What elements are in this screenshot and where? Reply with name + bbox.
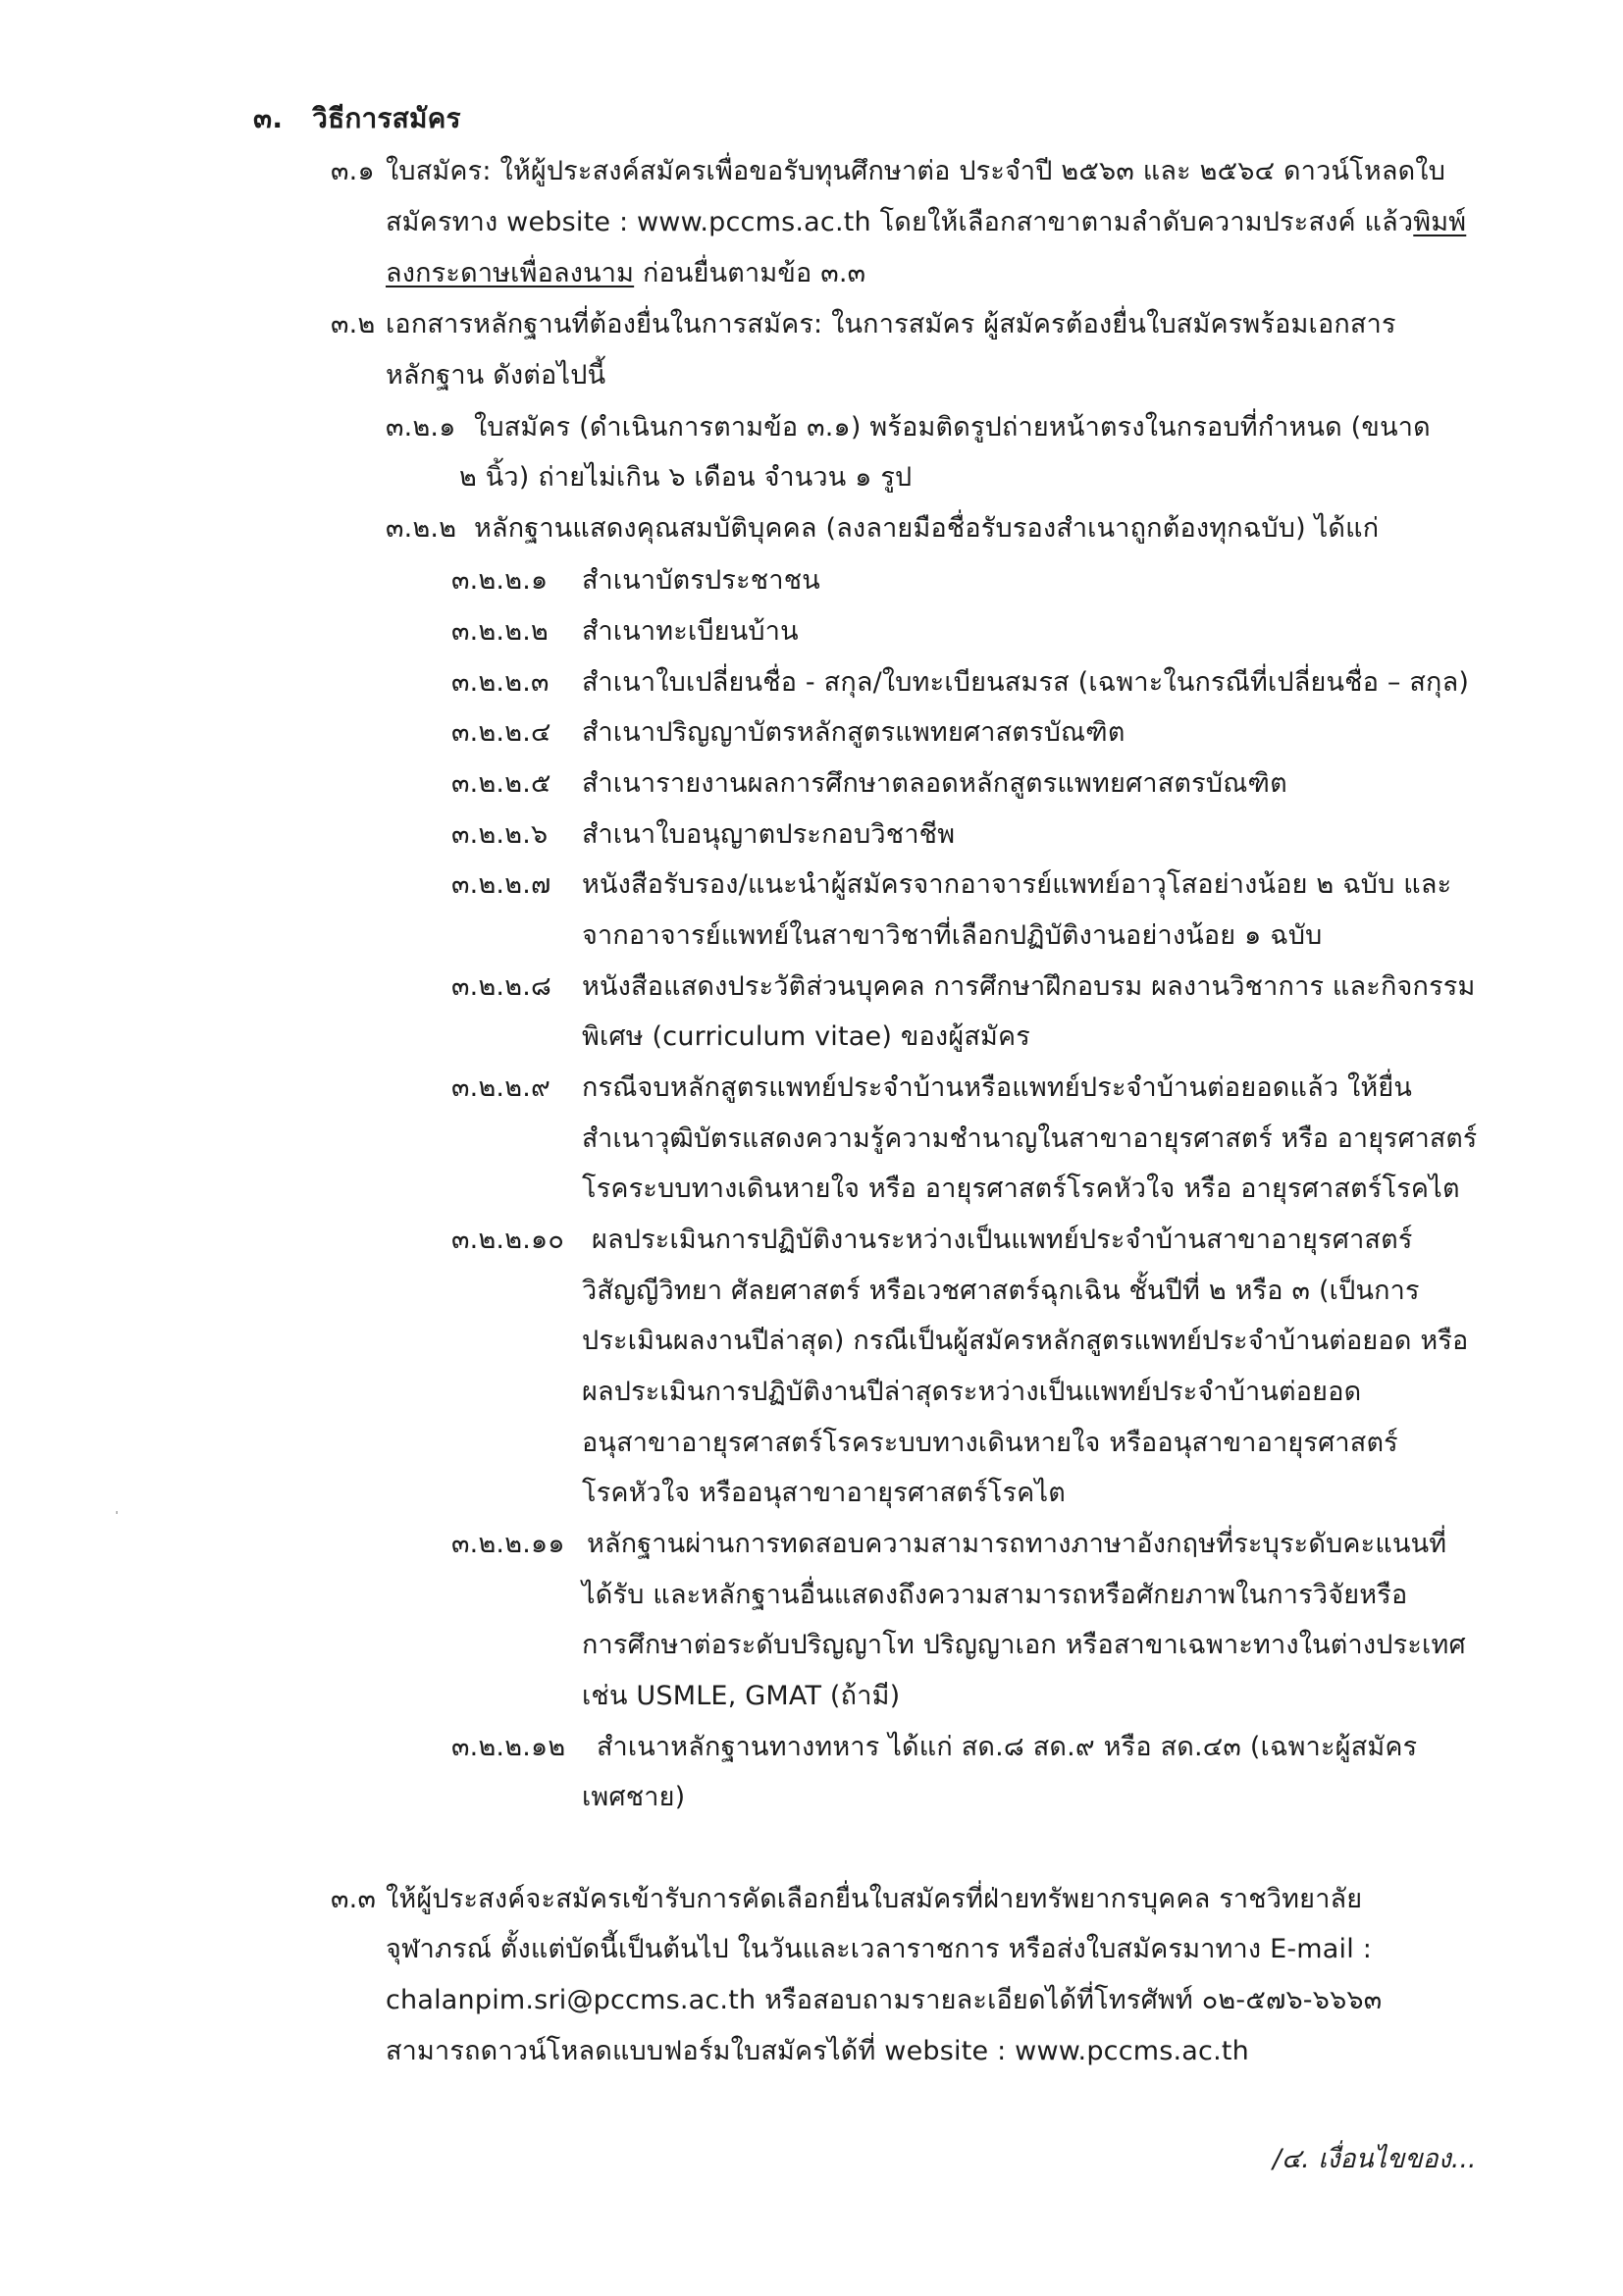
item-line: สำเนาหลักฐานทางทหาร ได้แก่ สด.๘ สด.๙ หรือ สด.๔๓ (เฉพาะผู้สมัคร — [597, 1732, 1418, 1762]
item-line: ได้รับ และหลักฐานอื่นแสดงถึงความสามารถหรือศักยภาพในการวิจัยหรือ — [582, 1580, 1408, 1610]
s33-line3: chalanpim.sri@pccms.ac.th หรือสอบถามรายละเอียดได้ที่โทรศัพท์ ๐๒-๕๗๖-๖๖๖๓ — [386, 1985, 1383, 2015]
item-number: ๓.๒.๒.๔ — [451, 717, 551, 748]
item-line: สำเนาใบอนุญาตประกอบวิชาชีพ — [582, 819, 956, 850]
s31-line3 — [386, 254, 865, 293]
item-line: สำเนาวุฒิบัตรแสดงความรู้ความชำนาญในสาขาอายุรศาสตร์ หรือ อายุรศาสตร์ — [582, 1123, 1478, 1154]
item-line: สำเนาปริญญาบัตรหลักสูตรแพทยศาสตรบัณฑิต — [582, 717, 1126, 748]
item-line: เช่น USMLE, GMAT (ถ้ามี) — [582, 1681, 901, 1711]
s33-number: ๓.๓ — [331, 1884, 377, 1914]
item-line: กรณีจบหลักสูตรแพทย์ประจำบ้านหรือแพทย์ประจำบ้านต่อยอดแล้ว ให้ยื่น — [582, 1072, 1413, 1103]
item-line: หนังสือรับรอง/แนะนำผู้สมัครจากอาจารย์แพทย์อาวุโสอย่างน้อย ๒ ฉบับ และ — [582, 869, 1452, 900]
s33-line1: ให้ผู้ประสงค์จะสมัครเข้ารับการคัดเลือกยื่นใบสมัครที่ฝ่ายทรัพยากรบุคคล ราชวิทยาลัย — [386, 1884, 1363, 1914]
item-number: ๓.๒.๒.๑๒ — [451, 1732, 566, 1762]
section-title: วิธีการสมัคร — [312, 102, 461, 134]
item-line: โรคหัวใจ หรืออนุสาขาอายุรศาสตร์โรคไต — [582, 1478, 1066, 1508]
item-line: อนุสาขาอายุรศาสตร์โรคระบบทางเดินหายใจ หรืออนุสาขาอายุรศาสตร์ — [582, 1428, 1398, 1458]
item-number: ๓.๒.๒.๒ — [451, 616, 549, 647]
item-number: ๓.๒.๒.๘ — [451, 971, 552, 1002]
s321-line2: ๒ นิ้ว) ถ่ายไม่เกิน ๖ เดือน จำนวน ๑ รูป — [459, 462, 913, 493]
s32-number: ๓.๒ — [331, 309, 376, 339]
item-number: ๓.๒.๒.๙ — [451, 1072, 550, 1103]
item-line: โรคระบบทางเดินหายใจ หรือ อายุรศาสตร์โรคหัวใจ หรือ อายุรศาสตร์โรคไต — [582, 1174, 1460, 1204]
s31-line3-underlined: ลงกระดาษเพื่อลงนาม — [386, 258, 635, 288]
page-continuation-footer: /๔. เงื่อนไขของ... — [1273, 2144, 1477, 2174]
item-number: ๓.๒.๒.๕ — [451, 768, 551, 799]
s31-line2 — [386, 203, 1466, 242]
section-heading — [253, 99, 461, 138]
item-line: วิสัญญีวิทยา ศัลยศาสตร์ หรือเวชศาสตร์ฉุกเฉิน ชั้นปีที่ ๒ หรือ ๓ (เป็นการ — [582, 1276, 1420, 1306]
s31-line1: ใบสมัคร: ให้ผู้ประสงค์สมัครเพื่อขอรับทุนศึกษาต่อ ประจำปี ๒๕๖๓ และ ๒๕๖๔ ดาวน์โหลดใบ — [386, 156, 1446, 186]
item-line: เพศชาย) — [582, 1782, 686, 1812]
s321-number: ๓.๒.๑ — [386, 412, 456, 443]
item-line: สำเนาทะเบียนบ้าน — [582, 616, 799, 647]
item-number: ๓.๒.๒.๓ — [451, 667, 550, 698]
item-line: สำเนารายงานผลการศึกษาตลอดหลักสูตรแพทยศาสตรบัณฑิต — [582, 768, 1287, 799]
item-line: ผลประเมินการปฏิบัติงานระหว่างเป็นแพทย์ประจำบ้านสาขาอายุรศาสตร์ — [592, 1225, 1413, 1255]
s32-line1: เอกสารหลักฐานที่ต้องยื่นในการสมัคร: ในการสมัคร ผู้สมัครต้องยื่นใบสมัครพร้อมเอกสาร — [386, 309, 1396, 339]
item-line: ประเมินผลงานปีล่าสุด) กรณีเป็นผู้สมัครหลักสูตรแพทย์ประจำบ้านต่อยอด หรือ — [582, 1326, 1469, 1356]
s33-line4: สามารถดาวน์โหลดแบบฟอร์มใบสมัครได้ที่ website : www.pccms.ac.th — [386, 2036, 1249, 2066]
s31-line2-underlined: พิมพ์ — [1413, 207, 1467, 237]
item-line: การศึกษาต่อระดับปริญญาโท ปริญญาเอก หรือสาขาเฉพาะทางในต่างประเทศ — [582, 1630, 1466, 1660]
s31-line2-text: สมัครทาง website : www.pccms.ac.th โดยให้เลือกสาขาตามลำดับความประสงค์ แล้ว — [386, 207, 1414, 237]
item-number: ๓.๒.๒.๑๐ — [451, 1225, 565, 1255]
item-line: หลักฐานผ่านการทดสอบความสามารถทางภาษาอังกฤษที่ระบุระดับคะแนนที่ — [587, 1529, 1447, 1559]
s31-number: ๓.๑ — [331, 156, 375, 186]
s32-line2: หลักฐาน ดังต่อไปนี้ — [386, 360, 606, 391]
item-number: ๓.๒.๒.๖ — [451, 819, 549, 850]
s321-line1: ใบสมัคร (ดำเนินการตามข้อ ๓.๑) พร้อมติดรูปถ่ายหน้าตรงในกรอบที่กำหนด (ขนาด — [474, 412, 1431, 443]
s322-number: ๓.๒.๒ — [386, 513, 457, 544]
item-number: ๓.๒.๒.๑๑ — [451, 1529, 565, 1559]
section-number: ๓. — [253, 102, 284, 134]
s33-line2: จุฬาภรณ์ ตั้งแต่บัดนี้เป็นต้นไป ในวันและเวลาราชการ หรือส่งใบสมัครมาทาง E-mail : — [386, 1934, 1373, 1964]
scan-speck — [116, 1511, 118, 1514]
item-line: พิเศษ (curriculum vitae) ของผู้สมัคร — [582, 1021, 1030, 1052]
item-line: ผลประเมินการปฏิบัติงานปีล่าสุดระหว่างเป็นแพทย์ประจำบ้านต่อยอด — [582, 1377, 1362, 1407]
s31-line3-text: ก่อนยื่นตามข้อ ๓.๓ — [634, 258, 866, 288]
item-number: ๓.๒.๒.๗ — [451, 869, 551, 900]
item-line: จากอาจารย์แพทย์ในสาขาวิชาที่เลือกปฏิบัติงานอย่างน้อย ๑ ฉบับ — [582, 920, 1323, 951]
item-number: ๓.๒.๒.๑ — [451, 565, 549, 596]
s322-line1: หลักฐานแสดงคุณสมบัติบุคคล (ลงลายมือชื่อรับรองสำเนาถูกต้องทุกฉบับ) ได้แก่ — [474, 513, 1380, 544]
item-line: สำเนาใบเปลี่ยนชื่อ - สกุล/ใบทะเบียนสมรส (เฉพาะในกรณีที่เปลี่ยนชื่อ – สกุล) — [582, 667, 1470, 698]
item-line: สำเนาบัตรประชาชน — [582, 565, 820, 596]
item-line: หนังสือแสดงประวัติส่วนบุคคล การศึกษาฝึกอบรม ผลงานวิชาการ และกิจกรรม — [582, 971, 1476, 1002]
